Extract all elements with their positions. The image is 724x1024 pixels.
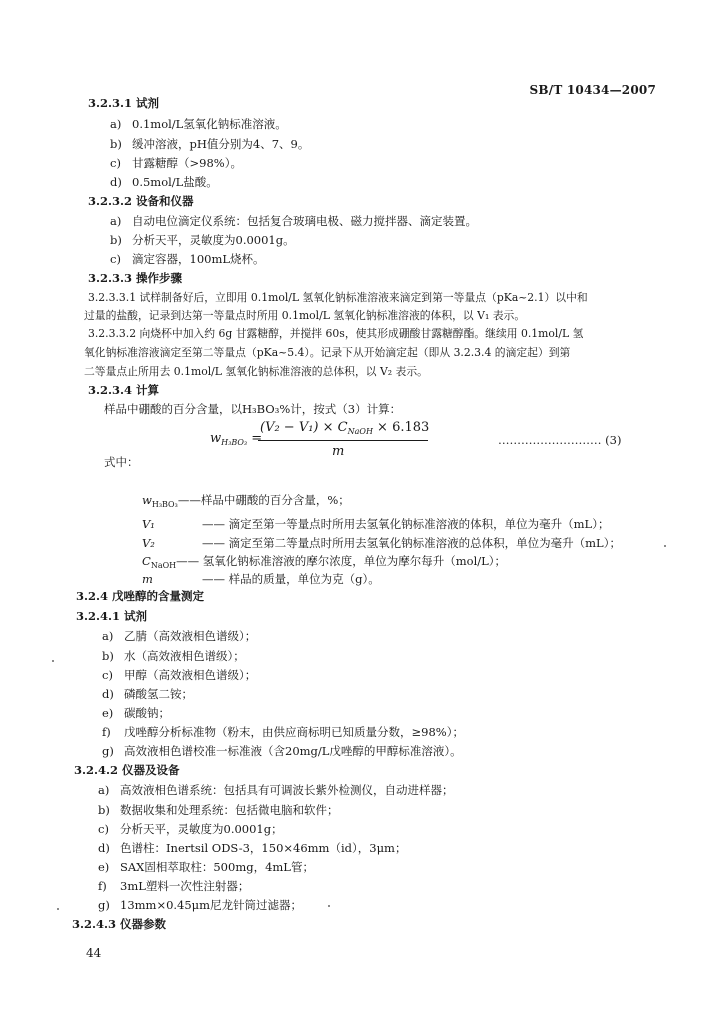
item-text: 戊唑醇分析标准物（粉末，由供应商标明已知质量分数，≥98%）； (124, 725, 464, 739)
variable-subscript: NaOH (150, 561, 177, 570)
item-label: a) (102, 629, 114, 643)
item-label: c) (110, 252, 121, 266)
numerator-main: (V₂ − V₁) × C (260, 420, 348, 435)
variable-w-definition (142, 492, 350, 509)
variable-description: —— 滴定至第一等量点时所用去氢氧化钠标准溶液的体积，单位为毫升（mL）； (202, 517, 610, 531)
scan-speck (52, 660, 54, 662)
variable-m-definition (142, 571, 380, 587)
item-text: 高效液相色谱校准一标准液（含20mg/L戊唑醇的甲醇标准溶液）。 (124, 744, 462, 758)
list-item-hplc-reagent-e (102, 707, 170, 721)
item-label: a) (98, 783, 110, 797)
item-label: b) (110, 137, 122, 151)
variable-symbol: V₂ (142, 536, 155, 550)
list-item-reagent-a (110, 118, 287, 132)
variable-subscript: H₃BO₃ (151, 500, 178, 509)
list-item-instrument-b (98, 804, 339, 818)
item-text: 甲醇（高效液相色谱级）； (124, 668, 257, 682)
list-item-hplc-reagent-c (102, 669, 256, 683)
item-text: SAX固相萃取柱：500mg，4mL管； (120, 860, 314, 874)
list-item-reagent-c (110, 157, 242, 171)
numerator-factor: × 6.183 (372, 420, 430, 435)
item-text: 碳酸钠； (124, 706, 170, 720)
heading-3-2-3-4: 3.2.3.4 计算 (88, 383, 160, 397)
variable-symbol: C (142, 554, 151, 568)
standard-code: SB/T 10434—2007 (529, 83, 656, 97)
fraction-bar (258, 440, 428, 441)
item-label: c) (110, 156, 121, 170)
scan-speck (664, 545, 666, 547)
list-item-instrument-f (98, 880, 249, 894)
variable-description: —— 滴定至第二等量点时所用去氢氧化钠标准溶液的总体积，单位为毫升（mL）； (202, 536, 621, 550)
procedure-3-2-3-3-2-line1: 3.2.3.3.2 向烧杯中加入约 6g 甘露糖醇，并搅拌 60s，使其形成硼酸甘露糖醇酯。继续用 0.1mol/L 氢 (88, 327, 584, 340)
formula-3 (210, 420, 430, 464)
list-item-hplc-reagent-f (102, 726, 464, 740)
list-item-instrument-g (98, 899, 302, 913)
item-label: f) (98, 879, 107, 893)
item-text: 13mm×0.45μm尼龙针筒过滤器； (120, 898, 303, 912)
scan-speck (328, 905, 330, 907)
item-label: d) (98, 841, 110, 855)
procedure-3-2-3-3-2-line2: 氧化钠标准溶液滴定至第二等量点（pKa~5.4）。记录下从开始滴定起（即从 3.2.3.4 的滴定起）到第 (84, 346, 571, 359)
formula-denominator: m (332, 444, 345, 459)
heading-3-2-4: 3.2.4 戊唑醇的含量测定 (76, 589, 205, 603)
formula-lhs (210, 431, 262, 447)
item-label: b) (98, 803, 110, 817)
list-item-equipment-a (110, 215, 477, 229)
variable-description: ——样品中硼酸的百分含量，%； (177, 493, 350, 507)
item-label: a) (110, 214, 122, 228)
where-label: 式中： (104, 455, 139, 469)
item-text: 甘露糖醇（>98%）。 (132, 156, 242, 170)
list-item-equipment-b (110, 234, 295, 248)
list-item-instrument-c (98, 823, 283, 837)
item-text: 水（高效液相色谱级）； (124, 649, 245, 663)
item-label: c) (98, 822, 109, 836)
list-item-instrument-e (98, 861, 314, 875)
item-label: b) (110, 233, 122, 247)
heading-3-2-4-3: 3.2.4.3 仪器参数 (72, 917, 167, 931)
list-item-hplc-reagent-d (102, 688, 193, 702)
item-text: 高效液相色谱系统：包括具有可调波长紫外检测仪，自动进样器； (120, 783, 454, 797)
equation-number: ……………………… (3) (498, 433, 622, 447)
variable-description: —— 样品的质量，单位为克（g）。 (202, 572, 380, 586)
heading-3-2-4-2: 3.2.4.2 仪器及设备 (74, 763, 180, 777)
list-item-reagent-d (110, 176, 218, 190)
item-text: 磷酸氢二铵； (124, 687, 193, 701)
heading-3-2-4-1: 3.2.4.1 试剂 (76, 609, 148, 623)
variable-description: —— 氢氧化钠标准溶液的摩尔浓度，单位为摩尔每升（mol/L）； (176, 554, 507, 568)
variable-symbol: V₁ (142, 517, 155, 531)
scan-speck (57, 908, 59, 910)
list-item-hplc-reagent-b (102, 650, 245, 664)
item-text: 滴定容器，100mL烧杯。 (132, 252, 265, 266)
list-item-equipment-c (110, 253, 265, 267)
heading-3-2-3-3: 3.2.3.3 操作步骤 (88, 271, 183, 285)
formula-numerator (260, 420, 429, 436)
item-label: f) (102, 725, 111, 739)
formula-symbol-w: w (210, 431, 222, 446)
numerator-subscript: NaOH (347, 427, 373, 436)
item-text: 3mL塑料一次性注射器； (120, 879, 250, 893)
heading-3-2-3-1: 3.2.3.1 试剂 (88, 96, 160, 110)
item-text: 0.5mol/L盐酸。 (132, 175, 218, 189)
item-label: d) (102, 687, 114, 701)
item-text: 缓冲溶液，pH值分别为4、7、9。 (132, 137, 310, 151)
variable-symbol: w (142, 493, 152, 507)
item-label: g) (98, 898, 110, 912)
item-label: a) (110, 117, 122, 131)
item-label: d) (110, 175, 122, 189)
variable-c-definition (142, 553, 506, 570)
item-text: 乙腈（高效液相色谱级）； (124, 629, 257, 643)
item-label: e) (102, 706, 114, 720)
list-item-instrument-a (98, 784, 454, 798)
variable-v2-definition (142, 535, 621, 551)
procedure-3-2-3-3-1-line2: 过量的盐酸，记录到达第一等量点时所用 0.1mol/L 氢氧化钠标准溶液的体积，以 V₁ 表示。 (84, 309, 526, 322)
item-label: e) (98, 860, 110, 874)
item-text: 分析天平，灵敏度为0.0001g。 (132, 233, 295, 247)
list-item-hplc-reagent-a (102, 630, 256, 644)
list-item-instrument-d (98, 842, 406, 856)
list-item-reagent-b (110, 138, 309, 152)
item-text: 分析天平，灵敏度为0.0001g； (120, 822, 283, 836)
formula-symbol-w-subscript: H₃BO₃ (221, 438, 248, 447)
item-label: g) (102, 744, 114, 758)
procedure-3-2-3-3-1-line1: 3.2.3.3.1 试样制备好后，立即用 0.1mol/L 氢氧化钠标准溶液来滴定到第一等量点（pKa~2.1）以中和 (88, 291, 588, 304)
page-number: 44 (86, 946, 102, 960)
item-label: b) (102, 649, 114, 663)
procedure-3-2-3-3-2-line3: 二等量点止所用去 0.1mol/L 氢氧化钠标准溶液的总体积，以 V₂ 表示。 (84, 365, 428, 378)
calculation-intro: 样品中硼酸的百分含量，以H₃BO₃%计，按式（3）计算： (104, 402, 402, 416)
item-text: 数据收集和处理系统：包括微电脑和软件； (120, 803, 339, 817)
item-text: 0.1mol/L氢氧化钠标准溶液。 (132, 117, 287, 131)
item-text: 自动电位滴定仪系统：包括复合玻璃电极、磁力搅拌器、滴定装置。 (132, 214, 477, 228)
item-text: 色谱柱：Inertsil ODS-3，150×46mm（id），3μm； (120, 841, 407, 855)
list-item-hplc-reagent-g (102, 745, 462, 759)
heading-3-2-3-2: 3.2.3.2 设备和仪器 (88, 194, 194, 208)
formula-equals-sign: = (251, 431, 263, 446)
variable-v1-definition (142, 516, 609, 532)
item-label: c) (102, 668, 113, 682)
variable-symbol: m (142, 572, 153, 586)
